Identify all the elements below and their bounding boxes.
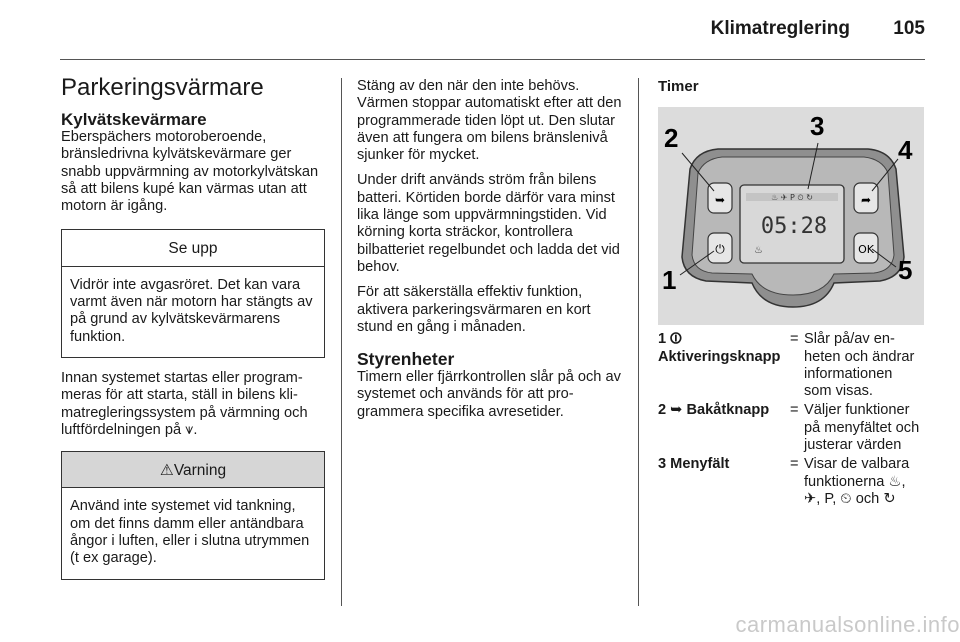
column-3 [658, 78, 924, 510]
intro-paragraph: Eberspächers motoroberoende, bränsledrivna kylvätskevärmare ger snabb uppvärmning av motorkylvätskan så att bilens kupé kan värmas utan att motorn är igång. [61, 129, 319, 215]
callout-2: 2 [664, 123, 679, 154]
legend-equals: = [790, 402, 799, 419]
section-heading: Parkeringsvärmare [61, 74, 264, 101]
legend-item [658, 331, 924, 400]
page-number: 105 [893, 18, 925, 39]
legend-desc: Visar de valbara funktionerna ♨, ✈, P, ⏲ och ↻ [804, 456, 910, 507]
warning-title: Varning [173, 462, 227, 480]
page-header-title: Klimatreglering [710, 18, 850, 39]
ok-icon: OK [858, 243, 874, 257]
legend-item [658, 402, 924, 454]
warning-text: Använd inte systemet vid tankning, om det finns damm eller antändbara ångor i luften, eller i slutna utrymmen (t ex garage). [70, 498, 310, 567]
legend-term: 1 ⏼ Aktiveringsknapp [658, 331, 781, 365]
forward-icon: ➦ [860, 193, 872, 208]
warning-icon: ⚠ [159, 462, 174, 480]
column-divider-2 [638, 78, 639, 606]
warning-header [62, 452, 324, 488]
legend-term: 3 Menyfält [658, 456, 730, 473]
controls-heading: Styrenheter [357, 349, 455, 370]
legend-desc: Väljer funktioner på menyfältet och justerar värden [804, 402, 920, 454]
legend-equals: = [790, 456, 799, 473]
legend-item [658, 456, 924, 508]
display-time: 05:28 [760, 214, 828, 240]
controls-paragraph: Timern eller fjärrkontrollen slår på och av systemet och används för att programmera specifika avresetider. [357, 369, 621, 420]
caution-text: Vidrör inte avgasröret. Det kan vara varmt även när motorn har stängts av på grund av kylvätskevärmarens funktion. [70, 276, 313, 345]
caution-box [61, 229, 325, 357]
legend-list [658, 331, 924, 508]
paragraph-3: För att säkerställa effektiv funktion, aktivera parkeringsvärmaren en kort stund en gång i månaden. [357, 284, 591, 335]
warning-box [61, 451, 325, 579]
subsection-heading: Kylvätskevärmare [61, 110, 207, 129]
legend-equals: = [790, 331, 799, 348]
power-icon: ⏻ [715, 242, 725, 257]
legend-desc: Slår på/av enheten och ändrar informationen som visas. [804, 331, 915, 400]
back-icon: ➥ [714, 193, 726, 208]
menu-bar-symbols: ♨ ✈ P ⏲ ↻ [771, 193, 813, 203]
header-divider [60, 59, 925, 60]
callout-3: 3 [810, 111, 825, 142]
heater-symbol: ♨ [754, 245, 763, 257]
callout-4: 4 [898, 135, 913, 166]
legend-term: 2 ➥ Bakåtknapp [658, 402, 770, 419]
callout-5: 5 [898, 255, 913, 286]
pre-start-paragraph: Innan systemet startas eller programmeras för att starta, ställ in bilens klimatregleringssystem på värmning och luftfördelningen på ⩛. [61, 369, 308, 438]
timer-title: Timer [658, 78, 699, 95]
paragraph-2: Under drift används ström från bilens batteri. Körtiden borde därför vara minst lika länge som uppvärmningstiden. Vid körning korta sträckor, kontrollera bilbatteriet regelbundet och ladda det vid behov. [357, 172, 620, 275]
column-1 [61, 74, 325, 590]
column-divider-1 [341, 78, 342, 606]
paragraph-1: Stäng av den när den inte behövs. Värmen stoppar automatiskt efter att den programmerade tiden löpt ut. Den slutar även att fungera om bilens bränslenivå sjunker för mycket. [357, 78, 622, 164]
timer-device-illustration [658, 107, 924, 325]
timer-figure [658, 107, 924, 325]
column-2 [357, 78, 623, 429]
watermark: carmanualsonline.info [735, 612, 960, 637]
callout-1: 1 [662, 265, 677, 296]
caution-title: Se upp [62, 230, 324, 266]
